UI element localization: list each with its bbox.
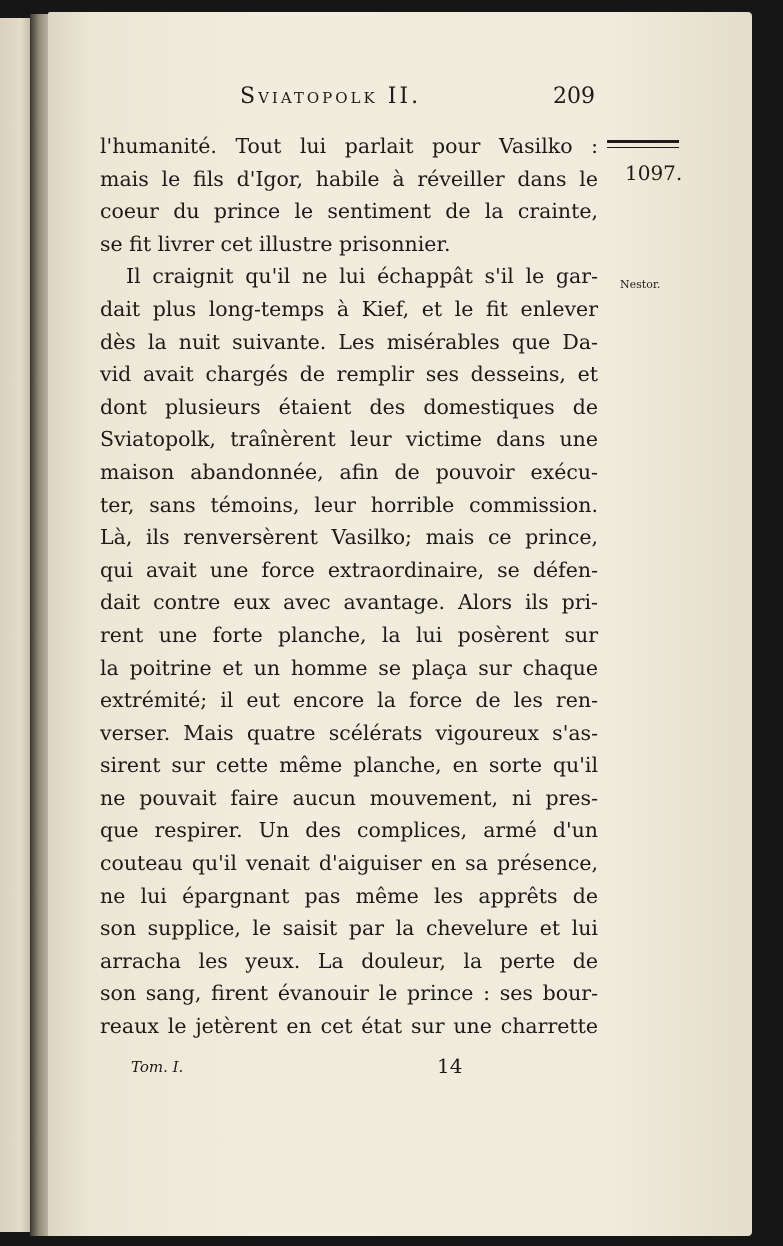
text-line: ne lui épargnant pas même les apprêts de [100, 883, 598, 908]
running-head: Sviatopolk II. [240, 84, 422, 109]
text-line: ter, sans témoins, leur horrible commission. [100, 492, 598, 517]
sheet-number: 14 [437, 1054, 463, 1078]
text-line: Là, ils renversèrent Vasilko; mais ce prince, [100, 525, 598, 550]
margin-double-rule-thin [607, 147, 679, 148]
margin-year-note: 1097. [625, 161, 683, 185]
text-line: son sang, firent évanouir le prince : ses bour- [100, 981, 598, 1006]
text-line: coeur du prince le sentiment de la crainte, [100, 199, 598, 224]
text-line: Sviatopolk, traînèrent leur victime dans une [100, 427, 598, 452]
text-line: maison abandonnée, afin de pouvoir exécu- [100, 459, 598, 484]
text-line: dait plus long-temps à Kief, et le fit enlever [100, 296, 598, 321]
signature-mark: Tom. I. [131, 1058, 184, 1076]
text-line: qui avait une force extraordinaire, se défen- [100, 557, 598, 582]
body-text [100, 130, 598, 1043]
text-line: dait contre eux avec avantage. Alors ils pri- [100, 590, 598, 615]
text-line: couteau qu'il venait d'aiguiser en sa présence, [100, 851, 598, 876]
text-line: ne pouvait faire aucun mouvement, ni pres- [100, 785, 598, 810]
text-line: verser. Mais quatre scélérats vigoureux s'as- [100, 720, 598, 745]
margin-double-rule-thick [607, 140, 679, 143]
text-line: la poitrine et un homme se plaça sur chaque [100, 655, 598, 680]
text-line: se fit livrer cet illustre prisonnier. [100, 231, 451, 256]
text-line: dont plusieurs étaient des domestiques de [100, 394, 598, 419]
margin-source-note: Nestor. [620, 278, 661, 291]
text-line: reaux le jetèrent en cet état sur une charrette [100, 1014, 598, 1039]
text-line: mais le fils d'Igor, habile à réveiller dans le [100, 166, 598, 191]
text-line: rent une forte planche, la lui posèrent sur [100, 622, 598, 647]
text-line: l'humanité. Tout lui parlait pour Vasilko : [100, 134, 598, 158]
text-line: arracha les yeux. La douleur, la perte de [100, 948, 598, 973]
text-line: son supplice, le saisit par la chevelure et lui [100, 916, 598, 941]
text-line: vid avait chargés de remplir ses desseins, et [100, 362, 598, 387]
text-line: extrémité; il eut encore la force de les ren- [100, 688, 598, 713]
text-line: dès la nuit suivante. Les misérables que Da- [100, 329, 598, 354]
page-number: 209 [553, 84, 595, 109]
text-line-paragraph-start: Il craignit qu'il ne lui échappât s'il le gar- [126, 264, 598, 289]
text-line: que respirer. Un des complices, armé d'un [100, 818, 598, 843]
text-line: sirent sur cette même planche, en sorte qu'il [100, 753, 598, 778]
